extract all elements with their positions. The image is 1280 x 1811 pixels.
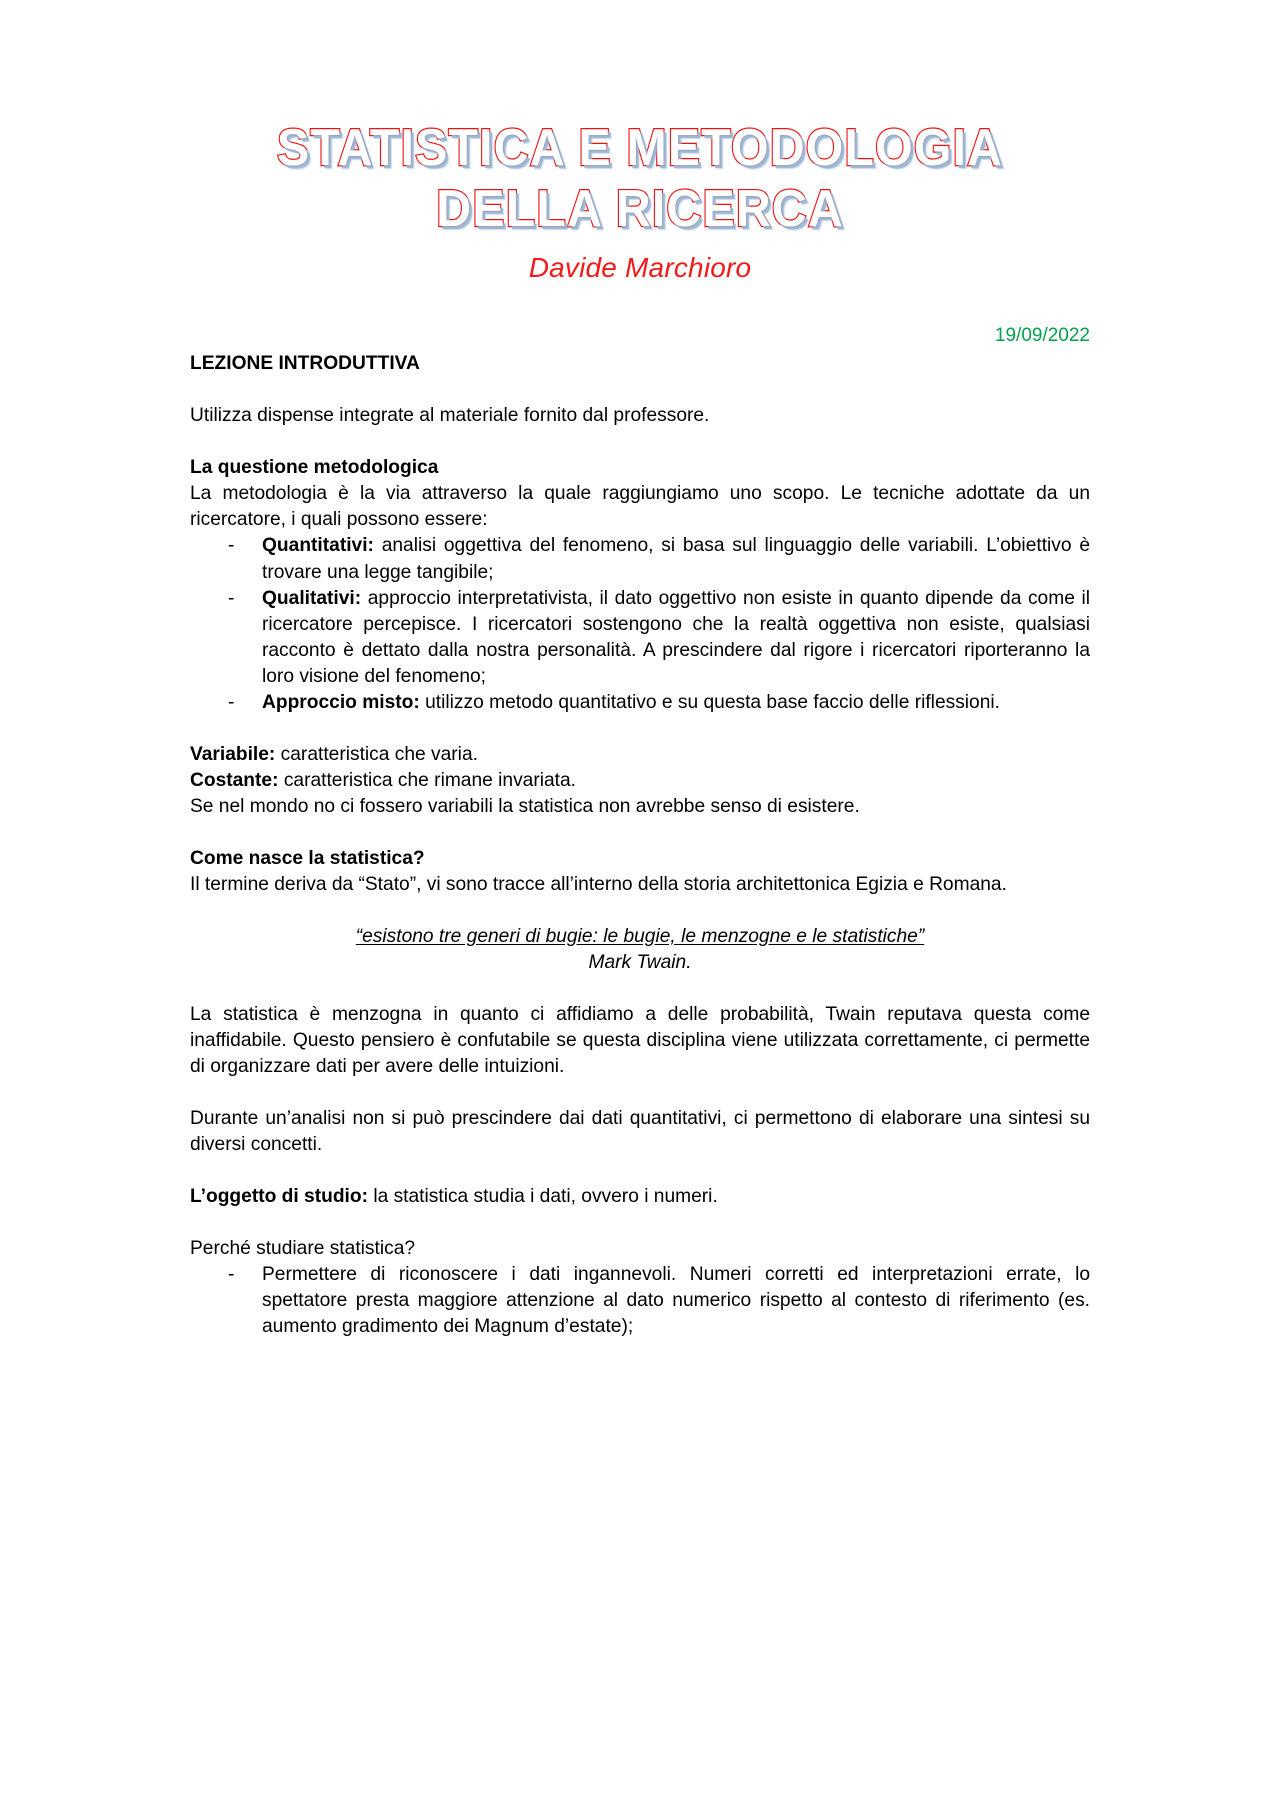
document-title-line-2: DELLA RICERCA (436, 179, 844, 238)
document-body (190, 284, 1090, 1340)
oggetto-di-studio-text: la statistica studia i dati, ovvero i numeri. (367, 1185, 718, 1207)
bullet-text: utilizzo metodo quantitativo e su questa base faccio delle riflessioni. (419, 691, 1000, 713)
section-heading-come-nasce: Come nasce la statistica? (190, 847, 425, 869)
reasons-bullet-list (190, 1262, 1090, 1340)
list-item (190, 586, 1090, 690)
definitions-note: Se nel mondo no ci fossero variabili la statistica non avrebbe senso di esistere. (190, 795, 860, 817)
lesson-heading: LEZIONE INTRODUTTIVA (190, 353, 420, 375)
title-block (0, 118, 1280, 284)
spacer (190, 898, 1090, 924)
spacer (190, 1080, 1090, 1106)
bullet-term: Qualitativi: (262, 587, 362, 609)
document-author: Davide Marchioro (528, 251, 752, 283)
spacer (190, 820, 1090, 846)
definition-costante (190, 768, 1090, 794)
bullet-text: analisi oggettiva del fenomeno, si basa sul linguaggio delle variabili. L’obiettivo è trovare una legge tangibile; (262, 535, 1090, 583)
bullet-term: Approccio misto: (262, 691, 420, 713)
definition-term: Costante: (190, 769, 279, 791)
paragraph-analisi: Durante un’analisi non si può prescindere dai dati quantitativi, ci permettono di elaborare una sintesi su diversi concetti. (190, 1107, 1090, 1155)
list-item (190, 1262, 1090, 1340)
list-item (190, 533, 1090, 585)
pull-quote-author: Mark Twain. (588, 951, 692, 973)
bullet-dash-marker: - (228, 587, 235, 609)
paragraph-twain: La statistica è menzogna in quanto ci affidiamo a delle probabilità, Twain reputava questa come inaffidabile. Questo pensiero è confutabile se questa disciplina viene utilizzata correttamente, ci permette di organizzare dati per avere delle intuizioni. (190, 1003, 1090, 1077)
definition-variabile (190, 742, 1090, 768)
bullet-dash-marker: - (228, 1263, 235, 1285)
definition-text: caratteristica che rimane invariata. (278, 769, 577, 791)
spacer (190, 716, 1090, 742)
spacer (190, 429, 1090, 455)
bullet-term: Quantitativi: (262, 535, 374, 557)
question-perche-studiare: Perché studiare statistica? (190, 1237, 416, 1259)
method-bullet-list (190, 533, 1090, 715)
definition-term: Variabile: (190, 743, 276, 765)
section-paragraph-come-nasce: Il termine deriva da “Stato”, vi sono tracce all’interno della storia architettonica Egizia e Romana. (190, 873, 1007, 895)
bullet-text: Permettere di riconoscere i dati ingannevoli. Numeri corretti ed interpretazioni errate, lo spettatore presta maggiore attenzione al dato numerico rispetto al contesto di riferimento (es. aumento gradimento dei Magnum d’estate); (262, 1263, 1090, 1337)
spacer (190, 377, 1090, 403)
section-paragraph-questione-metodologica: La metodologia è la via attraverso la quale raggiungiamo uno scopo. Le tecniche adottate da un ricercatore, i quali possono essere: (190, 483, 1090, 531)
lesson-date: 19/09/2022 (994, 324, 1090, 346)
pull-quote-text: “esistono tre generi di bugie: le bugie, le menzogne e le statistiche” (355, 925, 925, 947)
spacer (190, 1158, 1090, 1184)
spacer (190, 1210, 1090, 1236)
spacer (190, 976, 1090, 1002)
list-item (190, 690, 1090, 716)
section-heading-questione-metodologica: La questione metodologica (190, 457, 439, 479)
definition-text: caratteristica che varia. (275, 743, 478, 765)
oggetto-di-studio-term: L’oggetto di studio: (190, 1185, 368, 1207)
bullet-text: approccio interpretativista, il dato oggettivo non esiste in quanto dipende da come il ricercatore percepisce. I ricercatori sostengono che la realtà oggettiva non esiste, qualsiasi racconto è dettato dalla nostra personalità. A prescindere dal rigore i ricercatori riporteranno la loro visione del fenomeno; (262, 587, 1090, 687)
document-title-line-1: STATISTICA E METODOLOGIA (276, 119, 1004, 177)
section-oggetto-di-studio (190, 1184, 1090, 1210)
intro-paragraph: Utilizza dispense integrate al materiale fornito dal professore. (190, 405, 710, 427)
bullet-dash-marker: - (228, 691, 235, 713)
bullet-dash-marker: - (228, 535, 235, 557)
